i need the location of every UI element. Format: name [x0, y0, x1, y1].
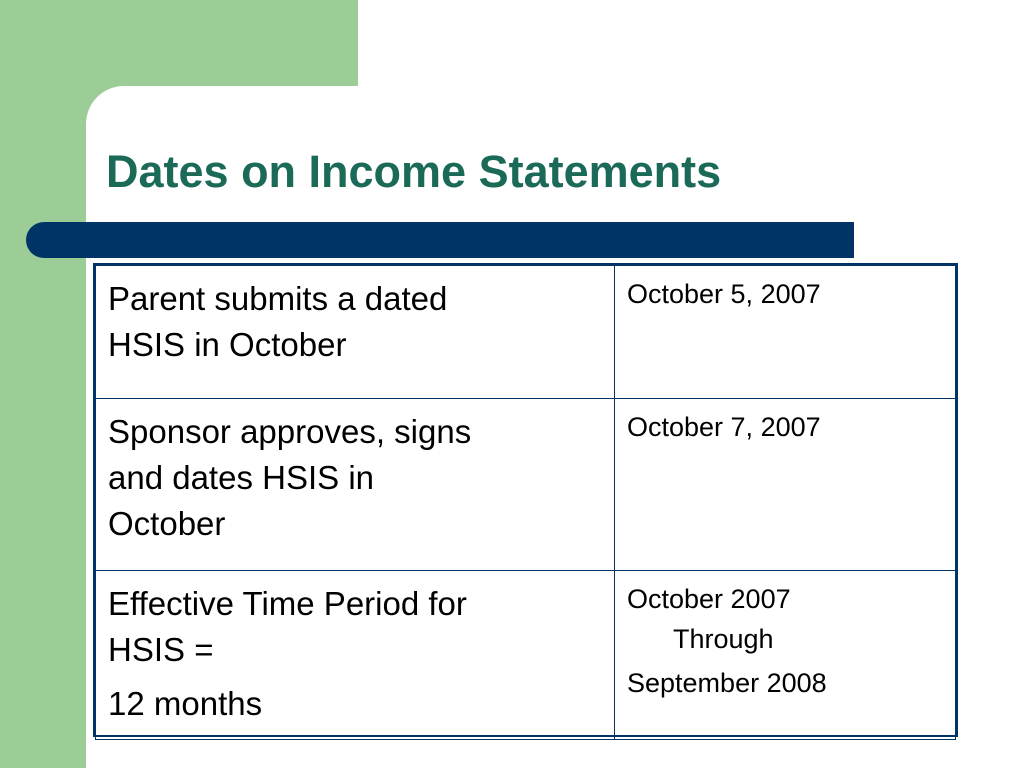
table-row — [96, 399, 956, 571]
slide-title: Dates on Income Statements — [106, 146, 722, 197]
event-text-line: HSIS = — [108, 631, 214, 668]
event-text-line: Sponsor approves, signs — [108, 413, 472, 450]
event-cell — [96, 399, 615, 571]
event-text-line: Parent submits a dated — [108, 280, 448, 317]
event-text-line: Effective Time Period for — [108, 585, 467, 622]
date-text-line: Through — [673, 624, 774, 654]
event-cell — [96, 266, 615, 399]
event-text-line: and dates HSIS in — [108, 459, 374, 496]
dates-table — [95, 265, 956, 740]
date-text-line: October 5, 2007 — [627, 279, 821, 309]
table-row — [96, 266, 956, 399]
event-cell — [96, 571, 615, 740]
event-text-line: October — [108, 505, 226, 542]
date-cell — [615, 571, 956, 740]
table-row — [96, 571, 956, 740]
date-text-line: October 7, 2007 — [627, 412, 821, 442]
event-text-line: 12 months — [108, 685, 263, 722]
date-text-line: October 2007 — [627, 584, 791, 614]
date-cell — [615, 266, 956, 399]
title-accent-bar — [26, 222, 854, 258]
dates-table-container — [93, 263, 958, 737]
date-text-line: September 2008 — [627, 668, 827, 698]
event-text-line: HSIS in October — [108, 326, 347, 363]
date-cell — [615, 399, 956, 571]
